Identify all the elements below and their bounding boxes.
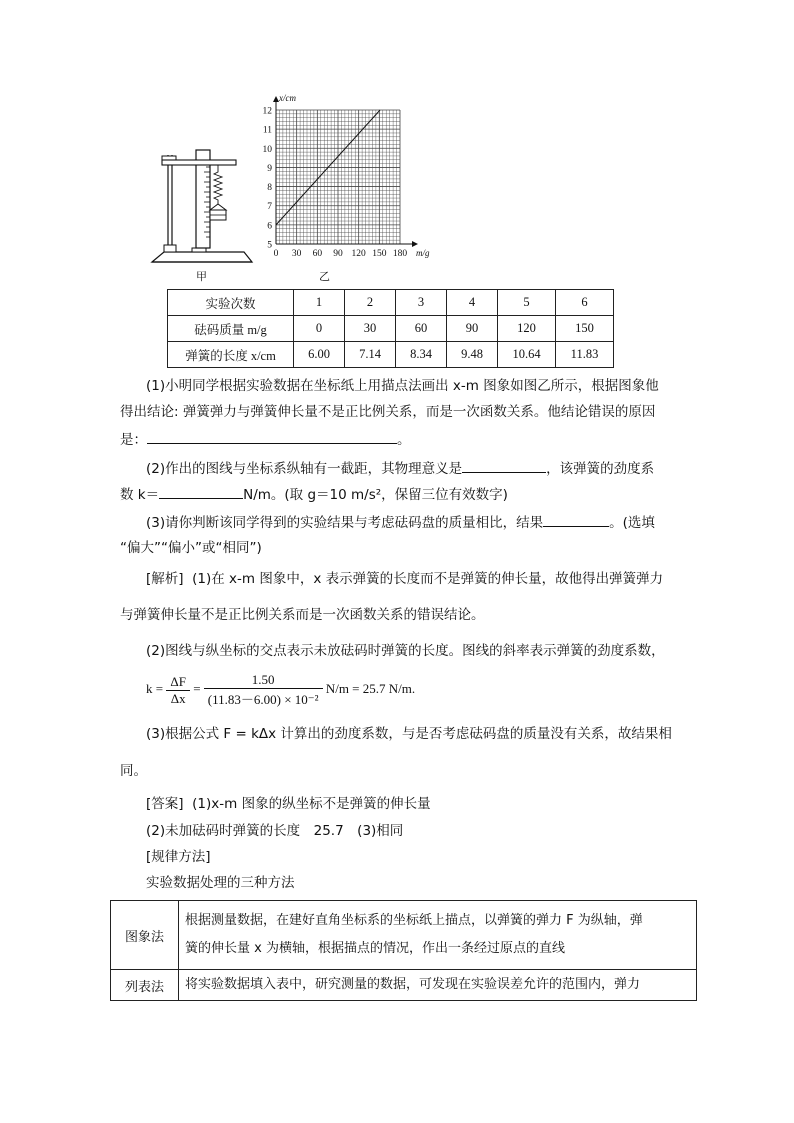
- y-tick-label: 8: [267, 183, 272, 194]
- analysis-p2-line-1: (2)图线与纵坐标的交点表示未放砝码时弹簧的长度。图线的斜率表示弹簧的劲度系数，: [146, 643, 665, 659]
- y-tick-label: 6: [267, 221, 272, 232]
- answer-line-1: [答案] (1)x-m 图象的纵坐标不是弹簧的伸长量: [146, 796, 431, 812]
- spring-apparatus-figure: [148, 140, 258, 270]
- row-label: 砝码质量 m/g: [168, 316, 294, 342]
- cross-arm: [162, 160, 236, 165]
- analysis-tag: [解析]: [146, 571, 184, 587]
- table-cell: 7.14: [345, 342, 396, 368]
- table-cell: 6.00: [294, 342, 345, 368]
- label-yi: 乙: [319, 271, 330, 283]
- y-tick-label: 11: [262, 125, 272, 136]
- table-cell: 6: [556, 290, 614, 316]
- x-tick-label: 30: [291, 249, 302, 259]
- table-cell: 1: [294, 290, 345, 316]
- x-axis-label: m/g: [416, 248, 430, 258]
- analysis-p1-line-1: [解析] (1)在 x-m 图象中，x 表示弹簧的长度而不是弹簧的伸长量，故他得出弹簧弹力: [146, 571, 664, 587]
- x-tick-label: 120: [351, 249, 366, 259]
- table-row: [111, 901, 697, 970]
- answer-blank-3[interactable]: [159, 484, 243, 499]
- x-m-graph: [258, 94, 438, 270]
- table-cell: 5: [498, 290, 556, 316]
- y-axis-label: x/cm: [279, 94, 296, 103]
- formula: k = $\frac{\Delta F}{\Delta x}$ = $\frac{1.50}{\text{(11.83－6.00) × 10⁻²}}$ N/m = 25.7 N/m.: [146, 672, 416, 707]
- fraction-values: $\frac{1.50}{\text{(11.83－6.00) × 10⁻²}}$: [204, 672, 323, 708]
- table-cell: 3: [396, 290, 447, 316]
- table-cell: 2: [345, 290, 396, 316]
- x-tick-label: 0: [273, 249, 279, 259]
- answer-tag: [答案]: [146, 796, 184, 812]
- stand-base: [152, 252, 252, 262]
- table-cell: 60: [396, 316, 447, 342]
- question-2-line-2: 数 k＝ N/m。(取 g＝10 m/s²，保留三位有效数字): [120, 484, 508, 504]
- table-cell: 90: [447, 316, 498, 342]
- table-cell: 9.48: [447, 342, 498, 368]
- chart-grid: [276, 110, 400, 244]
- label-jia: 甲: [196, 271, 207, 283]
- analysis-p3-line-2: 同。: [120, 763, 147, 779]
- answer-blank-1[interactable]: [147, 429, 397, 444]
- table-row: [168, 316, 614, 342]
- table-row: [168, 290, 614, 316]
- y-tick-label: 7: [267, 202, 272, 213]
- table-cell: 0: [294, 316, 345, 342]
- analysis-p1-line-2: 与弹簧伸长量不是正比例关系而是一次函数关系的错误结论。: [120, 607, 485, 623]
- experiment-table: [167, 289, 614, 368]
- question-2-line-1: (2)作出的图线与坐标系纵轴有一截距，其物理意义是 ，该弹簧的劲度系: [146, 458, 654, 478]
- y-tick-label: 10: [262, 144, 272, 155]
- analysis-p3-line-1: (3)根据公式 F = kΔx 计算出的劲度系数，与是否考虑砝码盘的质量没有关系，故结果相: [146, 726, 672, 742]
- table-cell: 120: [498, 316, 556, 342]
- table-row: [168, 342, 614, 368]
- fraction-delta: $\frac{\Delta F}{\Delta x}$: [166, 674, 190, 707]
- method-title: 实验数据处理的三种方法: [146, 875, 295, 891]
- answer-line-2: (2)未加砝码时弹簧的长度 25.7 (3)相同: [146, 823, 404, 839]
- table-cell: 10.64: [498, 342, 556, 368]
- table-row: [111, 970, 697, 1001]
- table-cell: 11.83: [556, 342, 614, 368]
- y-tick-label: 5: [267, 240, 272, 251]
- x-axis-arrow: [412, 241, 418, 247]
- question-1-line-1: (1)小明同学根据实验数据在坐标纸上用描点法画出 x-m 图象如图乙所示，根据图象他: [146, 378, 659, 394]
- question-3-line-1: (3)请你判断该同学得到的实验结果与考虑砝码盘的质量相比，结果 。(选填: [146, 512, 655, 532]
- row-label: 实验次数: [168, 290, 294, 316]
- x-tick-label: 90: [333, 249, 343, 259]
- method-name: 图象法: [111, 901, 179, 970]
- table-cell: 30: [345, 316, 396, 342]
- answer-blank-2[interactable]: [462, 458, 546, 473]
- method-table: [110, 900, 697, 1001]
- table-cell: 4: [447, 290, 498, 316]
- chart-axes: [273, 96, 418, 247]
- x-tick-label: 60: [312, 249, 323, 259]
- y-tick-label: 12: [262, 106, 272, 117]
- y-tick-label: 9: [267, 163, 272, 174]
- method-desc: 根据测量数据，在建好直角坐标系的坐标纸上描点，以弹簧的弹力 F 为纵轴，弹 簧的伸长量 x 为横轴，根据描点的情况，作出一条经过原点的直线: [179, 901, 697, 970]
- method-name: 列表法: [111, 970, 179, 1001]
- question-3-line-2: “偏大”“偏小”或“相同”): [120, 540, 262, 556]
- x-tick-label: 180: [392, 249, 408, 259]
- stand-foot: [164, 245, 176, 252]
- row-label: 弹簧的长度 x/cm: [168, 342, 294, 368]
- method-tag: [规律方法]: [146, 849, 211, 865]
- table-cell: 150: [556, 316, 614, 342]
- table-cell: 8.34: [396, 342, 447, 368]
- question-1-line-3: 是： 。: [120, 429, 411, 449]
- answer-blank-4[interactable]: [543, 512, 609, 527]
- question-1-line-2: 得出结论: 弹簧弹力与弹簧伸长量不是正比例关系，而是一次函数关系。他结论错误的原因: [120, 404, 656, 420]
- method-desc: 将实验数据填入表中，研究测量的数据，可发现在实验误差允许的范围内，弹力: [179, 970, 697, 1001]
- x-tick-label: 150: [372, 249, 387, 259]
- spring: [214, 165, 222, 204]
